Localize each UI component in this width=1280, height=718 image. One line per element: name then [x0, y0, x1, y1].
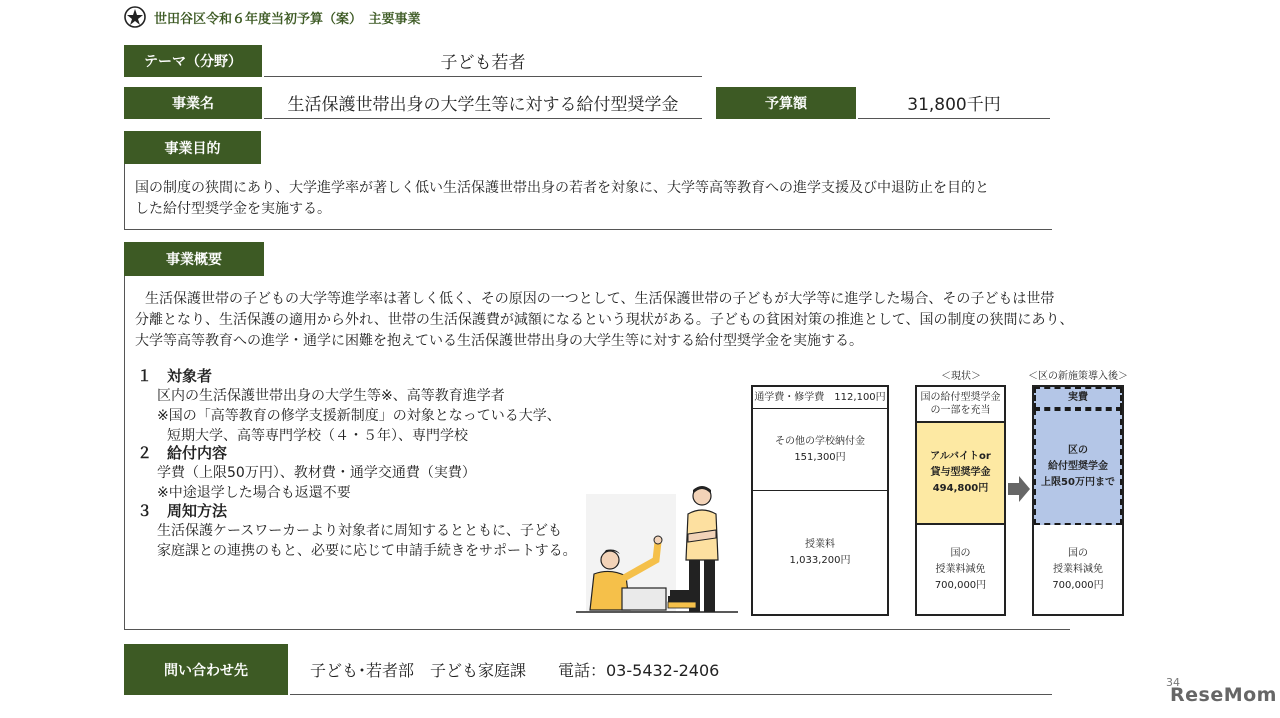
- section-2-heading: ２ 給付内容: [137, 444, 228, 462]
- col3-bottom-line-3: 700,000円: [1052, 579, 1104, 591]
- arrow-right-icon: [1008, 476, 1030, 502]
- col2-bottom-line-1: 国の: [950, 547, 971, 559]
- col1-header-text: 通学費・修学費 112,100円: [754, 391, 886, 403]
- overview-line-1: 生活保護世帯の子どもの大学等進学率は著しく低く、その原因の一つとして、生活保護世帯の子どもが大学等に進学した場合、その子どもは世帯: [145, 291, 1055, 307]
- header-title: 世田谷区令和６年度当初予算（案） 主要事業: [154, 12, 421, 27]
- budget-value: 31,800千円: [907, 95, 1001, 115]
- col2-mid-line-2: 貸与型奨学金: [930, 467, 991, 478]
- section-1-line-2: ※国の「高等教育の修学支援新制度」の対象となっている大学、: [157, 408, 561, 424]
- students-illustration: [576, 484, 738, 616]
- col2-mid: [917, 421, 1004, 525]
- col2-top-line-1: 国の給付型奨学金: [920, 392, 1001, 403]
- contact-label: 問い合わせ先: [124, 644, 288, 695]
- col3-heading: ＜区の新施策導入後＞: [1028, 371, 1128, 382]
- section-1-line-1: 区内の生活保護世帯出身の大学生等※、高等教育進学者: [157, 388, 505, 404]
- project-value-cell: [264, 87, 702, 119]
- col1-mid-value: 151,300円: [794, 451, 846, 463]
- project-value: 生活保護世帯出身の大学生等に対する給付型奨学金: [287, 95, 679, 115]
- col3-bottom: [1034, 525, 1122, 614]
- section-1-heading: １ 対象者: [137, 367, 213, 385]
- setagaya-emblem-icon: [124, 6, 146, 28]
- theme-label: テーマ（分野）: [124, 45, 262, 77]
- col2-bottom: [917, 525, 1004, 614]
- header-emblem: [124, 6, 146, 28]
- col2-bottom-line-3: 700,000円: [934, 579, 987, 591]
- col2-heading: ＜現状＞: [941, 371, 981, 382]
- col3-top-text: 実費: [1068, 392, 1088, 403]
- col2-top-line-2: の一部を充当: [930, 405, 991, 416]
- section-1-line-3: 短期大学、高等専門学校（４・５年）、専門学校: [167, 428, 468, 444]
- col1-header: [753, 387, 887, 409]
- col3-mid-line-2: 給付型奨学金: [1048, 461, 1108, 472]
- resemom-watermark: ReseMom: [1170, 684, 1277, 706]
- col3-mid: [1034, 409, 1122, 525]
- col1-mid: [753, 409, 887, 491]
- current-status-column: [915, 385, 1006, 616]
- col3-mid-line-3: 上限50万円まで: [1041, 477, 1115, 488]
- col2-mid-line-3: 494,800円: [932, 483, 989, 494]
- theme-value: 子ども若者: [440, 53, 526, 73]
- project-label: 事業名: [124, 87, 262, 119]
- new-policy-column: [1032, 385, 1124, 616]
- col2-bottom-line-2: 授業料減免: [935, 563, 986, 575]
- col3-top: [1034, 387, 1122, 409]
- purpose-box: [124, 164, 1052, 230]
- col1-bottom-value: 1,033,200円: [789, 554, 851, 566]
- contact-value: 子ども･若者部 子ども家庭課 電話：03-5432-2406: [310, 660, 720, 680]
- purpose-line-2: した給付型奨学金を実施する。: [135, 201, 331, 217]
- purpose-label: 事業目的: [124, 131, 261, 164]
- col1-mid-label: その他の学校納付金: [775, 435, 865, 447]
- theme-value-cell: [264, 45, 702, 77]
- overview-label: 事業概要: [124, 242, 264, 276]
- col3-bottom-line-1: 国の: [1068, 547, 1088, 559]
- section-3-heading: ３ 周知方法: [137, 502, 228, 520]
- col2-top: [917, 387, 1004, 421]
- budget-label: 予算額: [716, 87, 856, 119]
- col2-mid-line-1: アルバイトor: [930, 451, 991, 462]
- budget-value-cell: [858, 87, 1050, 119]
- overview-line-2: 分離となり、生活保護の適用から外れ、世帯の生活保護費が減額になるという現状がある。子どもの貧困対策の推進として、国の制度の狭間にあり、: [135, 312, 1074, 328]
- overview-line-3: 大学等高等教育への進学・通学に困難を抱えている生活保護世帯出身の大学生等に対する給付型奨学金を実施する。: [135, 333, 863, 349]
- section-3-line-1: 生活保護ケースワーカーより対象者に周知するとともに、子ども: [157, 523, 563, 539]
- cost-breakdown-column: [751, 385, 889, 616]
- section-2-line-2: ※中途退学した場合も返還不要: [157, 485, 351, 501]
- section-3-line-2: 家庭課との連携のもと、必要に応じて申請手続きをサポートする。: [157, 543, 577, 559]
- section-2-line-1: 学費（上限50万円）、教材費・通学交通費（実費）: [157, 465, 476, 481]
- purpose-line-1: 国の制度の狭間にあり、大学進学率が著しく低い生活保護世帯出身の若者を対象に、大学等高等教育への進学支援及び中退防止を目的と: [135, 180, 989, 196]
- page-number: 34: [1166, 676, 1180, 689]
- col1-bottom-label: 授業料: [805, 538, 835, 550]
- contact-value-cell: [290, 644, 1052, 695]
- col3-mid-line-1: 区の: [1068, 445, 1088, 456]
- col3-bottom-line-2: 授業料減免: [1053, 563, 1103, 575]
- col1-bottom: [753, 491, 887, 614]
